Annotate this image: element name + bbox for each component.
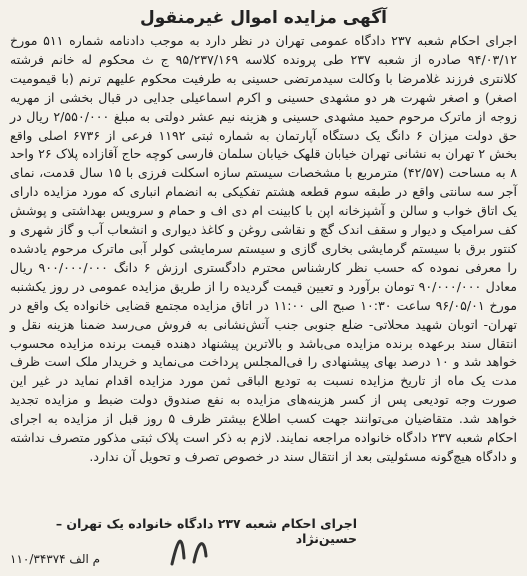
notice-signature: اجرای احکام شعبه ۲۳۷ دادگاه خانواده یک تهران – حسین‌نژاد bbox=[55, 516, 357, 546]
notice-title: آگهی مزایده اموال غیرمنقول bbox=[140, 8, 387, 28]
notice-body: اجرای احکام شعبه ۲۳۷ دادگاه عمومی تهران در نظر دارد به موجب دادنامه شماره ۵۱۱ مورخ ۹۴/۰۳/۱۲ صادره از شعبه ۲۳۷ طی پرونده کلاسه ۹۵/۲۳۷/۱۶۹ ج ث محکوم له خانم فرشته کلانتری فرزند غلامرضا با وکالت سیدمرتضی حسینی به طرفیت محکوم علیهم ترنم (با قیمومیت اصغر) و اصغر شهرت هر دو مشهدی حسینی و اکرم اسماعیلی جدایی در قبال بخشی از مهریه زوجه از ماترک مرحوم حمید مشهدی حسینی و هزینه نیم عشر دولتی به مبلغ ۲/۵۵۰/۰۰۰ ریال در حق دولت میزان ۶ دانگ یک دستگاه آپارتمان به شماره ثبتی ۱۱۹۲ فرعی از ۶۷۳۶ اصلی واقع بخش ۲ تهران به نشانی تهران خیابان قلهک خیابان سلمان فارسی کوچه حاج آقازاده پلاک ۲۶ واحد ۸ به مساحت (۴۲/۵۷) مترمربع با مشخصات سیستم سازه اسکلت فرزی با ۱۵ سال قدمت، نمای آجر سه سانتی واقع در طبقه سوم قطعه هشتم تفکیکی به انضمام انباری که مورد مزایده دارای یک اتاق خواب و سالن و آشپزخانه اپن با کابینت ام دی اف و حمام و سرویس بهداشتی و پوشش کف سرامیک و دیوار و سقف اندک گچ و نقاشی روغن و کاغذ دیواری و انشعاب آب و گاز شهری و کنتور برق با سیستم گرمایشی بخاری گازی و سیستم سرمایشی کولر آبی ماترک مرحوم یادشده را معرفی نموده که حسب نظر کارشناس محترم دادگستری ارزش ۶ دانگ ۹۰۰/۰۰۰/۰۰۰ ریال معادل ۹۰/۰۰۰/۰۰۰ تومان برآورد و تعیین قیمت گردیده را از طریق مزایده عمومی در روز یکشنبه مورخ ۹۶/۰۵/۰۱ ساعت ۱۰:۳۰ صبح الی ۱۱:۰۰ در اتاق مزایده مجتمع قضایی خانواده یک واقع در تهران- اتوبان شهید محلاتی- ضلع جنوبی جنب آتش‌نشانی به فروش می‌رسد ضمنا هزینه نقل و انتقال سند برعهده برنده مزایده می‌باشد و بالاترین پیشنهاد دهنده قیمت برنده مزایده محسوب خواهد شد و ۱۰ درصد بهای پیشنهادی را فی‌المجلس پرداخت می‌نماید و خریدار ملک است ظرف مدت یک ماه از تاریخ مزایده نسبت به تودیع الباقی ثمن مورد مزایده اقدام نماید در غیر این صورت وجه تودیعی پس از کسر هزینه‌های مزایده به نفع صندوق دولت ضبط و مزایده تجدید خواهد شد. متقاضیان می‌توانند جهت کسب اطلاع بیشتر ظرف ۵ روز قبل از مزایده به اجرای احکام شعبه ۲۳۷ دادگاه خانواده مراجعه نمایند. لازم به ذکر است پلاک ثبتی مذکور متصرف نداشته و دادگاه هیچ‌گونه مسئولیتی بعد از انتقال سند در خصوص تصرف و تحویل آن ندارد. bbox=[10, 33, 518, 464]
handwritten-mark-icon bbox=[160, 528, 230, 568]
notice-footer bbox=[10, 516, 517, 568]
notice-ad-code: ۱۱۰/۳۴۳۷۴ م الف bbox=[10, 552, 101, 566]
